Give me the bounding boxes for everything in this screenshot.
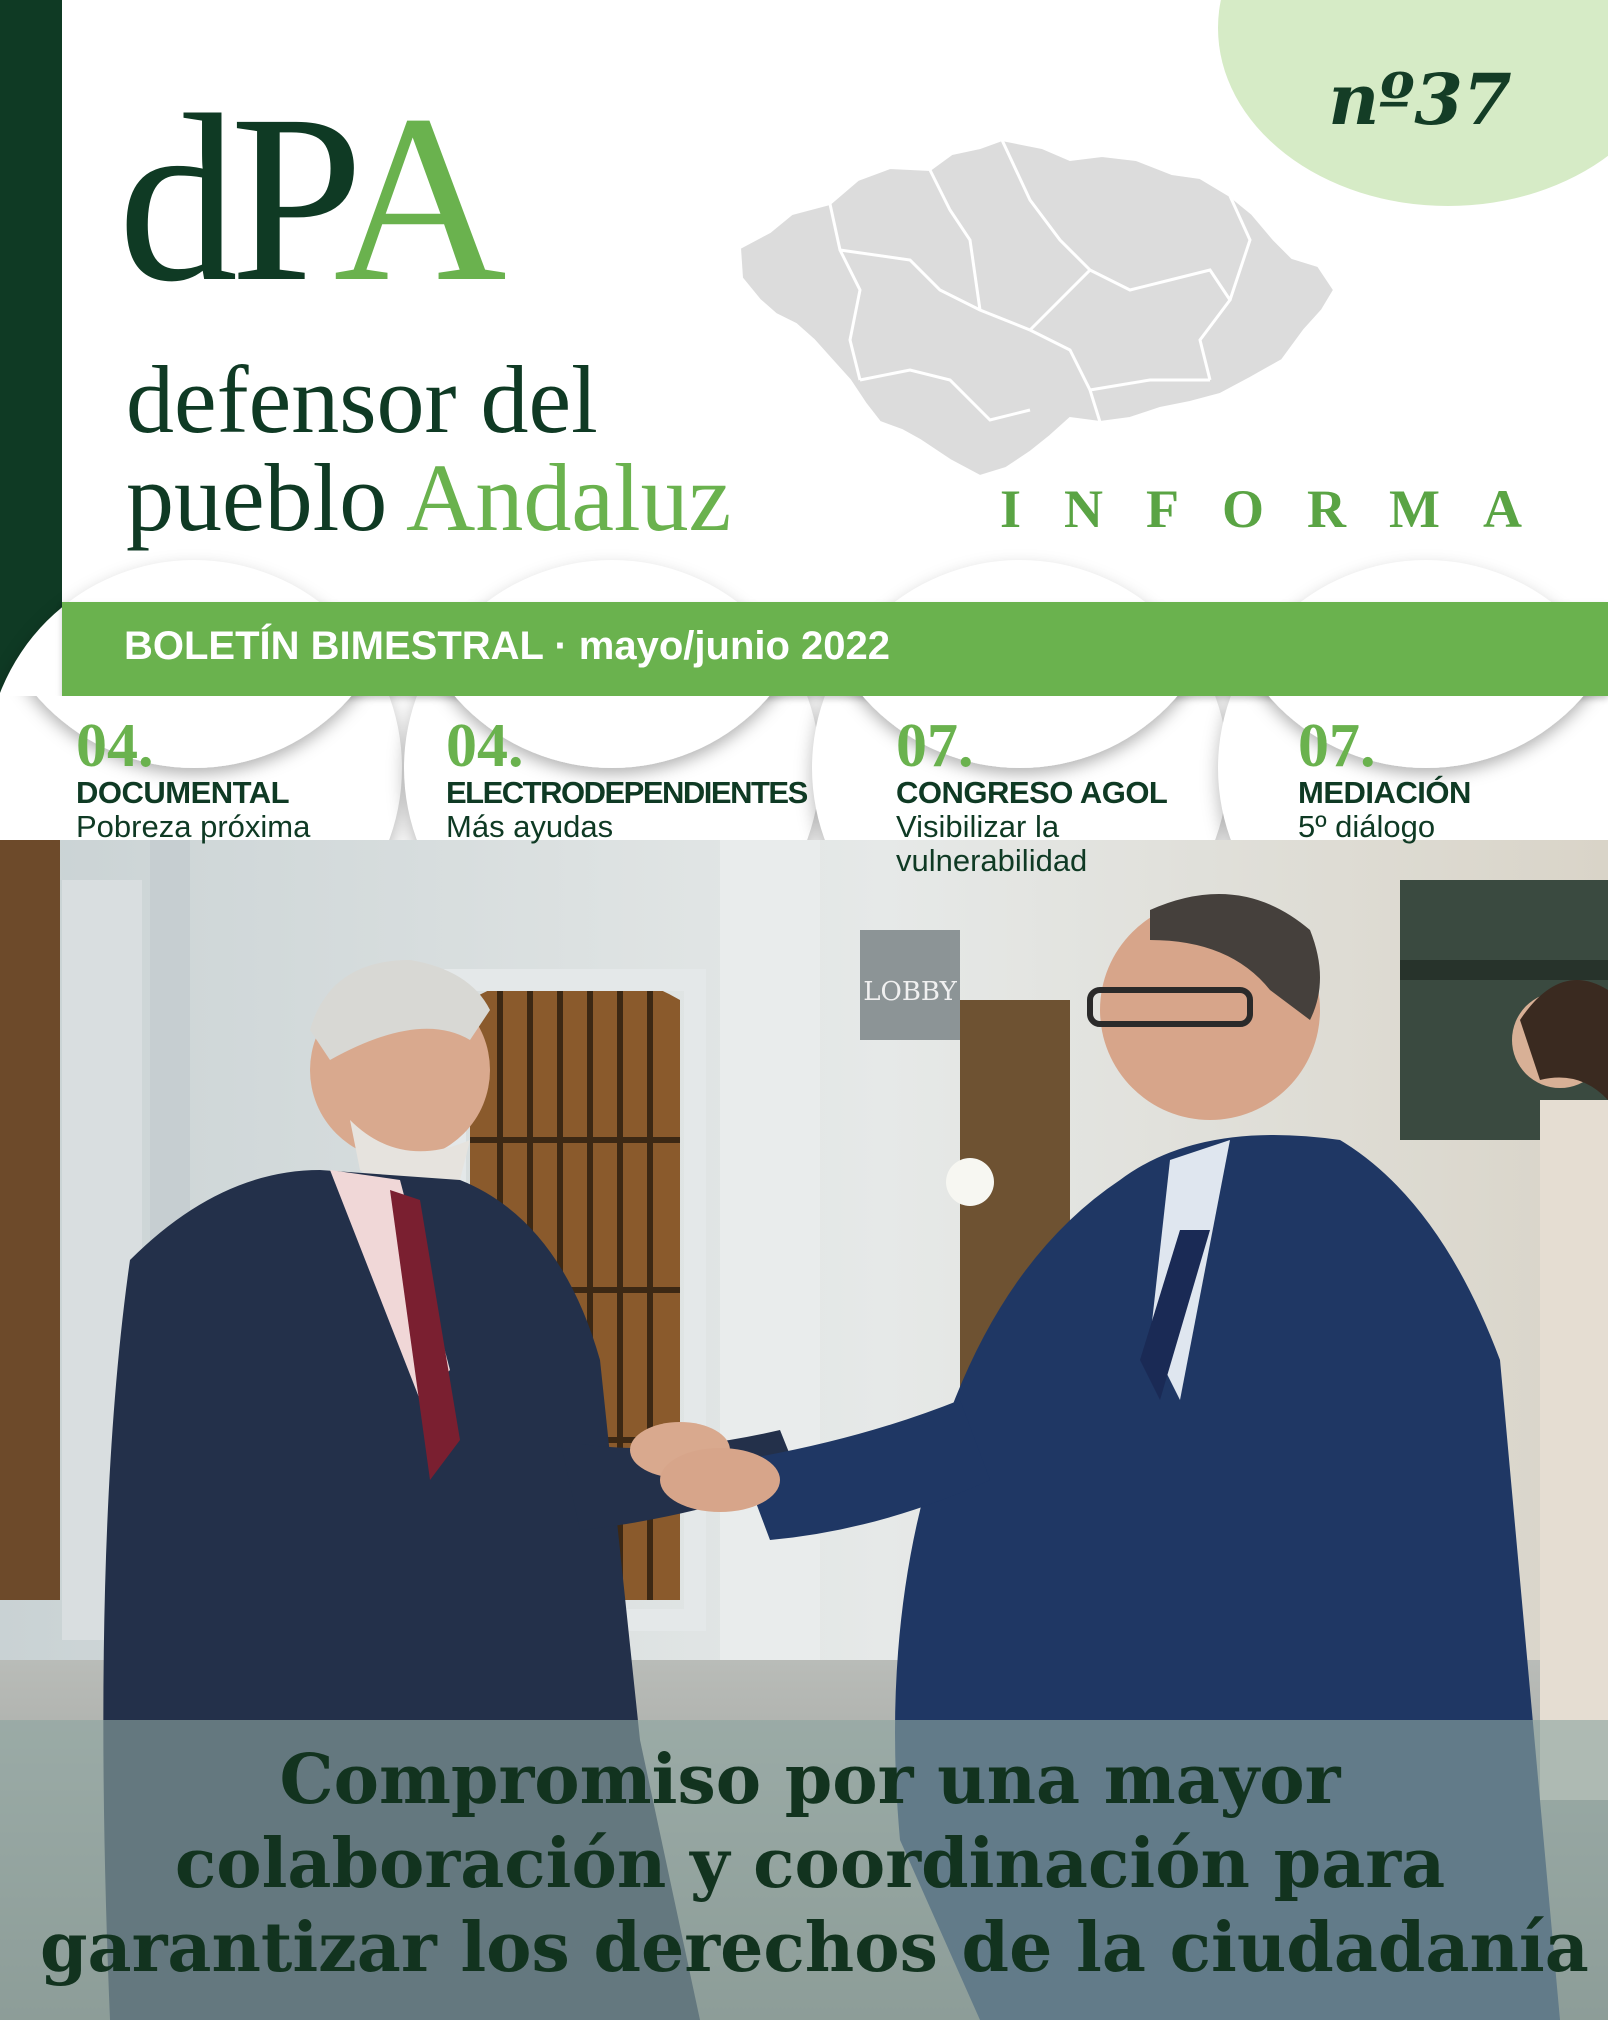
toc-entry-documental[interactable]: [76, 712, 311, 844]
logo-letters-dark: dP: [118, 65, 334, 331]
toc-page-number: 07.: [1298, 712, 1376, 780]
left-accent-bar: [0, 0, 62, 700]
logo-wordmark-line2: [126, 444, 732, 551]
logo-wordmark-dark: pueblo: [126, 444, 406, 551]
issue-number: nº37: [1328, 58, 1512, 141]
logo-wordmark-line1: defensor del: [126, 346, 598, 453]
toc-subtitle: Visibilizar la: [896, 809, 1060, 844]
bulletin-date: BOLETÍN BIMESTRAL · mayo/junio 2022: [124, 624, 891, 668]
toc-subtitle-line2: vulnerabilidad: [896, 843, 1088, 878]
toc-entry-electrodependientes[interactable]: [446, 712, 807, 844]
headline-line2: colaboración y coordinación para: [174, 1824, 1446, 1904]
lobby-sign: LOBBY: [863, 977, 957, 1007]
toc-subtitle: 5º diálogo: [1298, 809, 1436, 844]
toc-subtitle: Pobreza próxima: [76, 809, 311, 844]
toc-entry-congreso-agol[interactable]: [896, 712, 1168, 878]
logo-monogram: [118, 65, 499, 331]
toc-page-number: 07.: [896, 712, 974, 780]
informa-label: INFORMA: [1000, 479, 1565, 539]
toc-subtitle: Más ayudas: [446, 809, 614, 844]
toc-title: DOCUMENTAL: [76, 775, 290, 810]
toc-page-number: 04.: [76, 712, 154, 780]
toc-page-number: 04.: [446, 712, 524, 780]
toc-entry-mediacion[interactable]: [1298, 712, 1471, 844]
toc-title: CONGRESO AGOL: [896, 775, 1168, 810]
logo-wordmark-green: Andaluz: [405, 444, 732, 551]
toc-title: MEDIACIÓN: [1298, 775, 1471, 810]
cover-headline: [40, 1738, 1589, 1990]
logo-letter-green: A: [333, 65, 499, 331]
headline-line3: garantizar los derechos de la ciudadanía: [40, 1908, 1589, 1988]
headline-line1: Compromiso por una mayor: [279, 1740, 1341, 1820]
andalucia-map-icon: [730, 140, 1340, 480]
toc-title: ELECTRODEPENDIENTES: [446, 775, 807, 810]
